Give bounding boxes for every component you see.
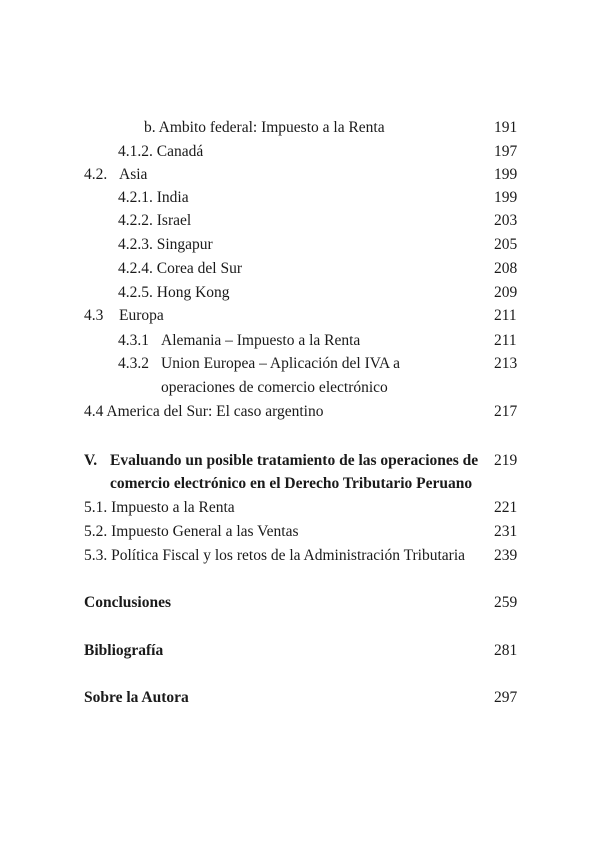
toc-entry xyxy=(0,330,600,352)
toc-entry-page: 219 xyxy=(494,452,518,469)
toc-entry xyxy=(0,305,600,327)
toc-entry-title: 4.2.3. Singapur xyxy=(118,236,213,253)
toc-entry xyxy=(0,258,600,280)
toc-entry-page: 231 xyxy=(494,523,518,540)
toc-section-sobre-la-autora xyxy=(0,687,600,709)
toc-chapter-number: V. xyxy=(84,452,98,469)
toc-entry-title: 4.2.4. Corea del Sur xyxy=(118,260,242,277)
toc-entry-page: 205 xyxy=(494,236,518,253)
toc-entry-page: 199 xyxy=(494,166,518,183)
toc-entry-title: 5.2. Impuesto General a las Ventas xyxy=(84,523,299,540)
toc-entry-page: 211 xyxy=(494,307,517,324)
toc-entry xyxy=(0,234,600,256)
toc-entry xyxy=(0,210,600,232)
toc-entry-title: 4.2.5. Hong Kong xyxy=(118,284,230,301)
toc-entry-title: 4.4 America del Sur: El caso argentino xyxy=(84,403,324,420)
toc-entry xyxy=(0,521,600,543)
toc-entry-title: 5.1. Impuesto a la Renta xyxy=(84,499,235,516)
toc-entry-number: 4.3.2 xyxy=(118,355,149,372)
toc-entry-page: 211 xyxy=(494,332,517,349)
toc-entry-title: Asia xyxy=(119,166,148,183)
toc-entry-title: Conclusiones xyxy=(84,594,171,611)
toc-entry-title: b. Ambito federal: Impuesto a la Renta xyxy=(144,119,385,136)
toc-chapter xyxy=(0,450,600,472)
toc-entry xyxy=(0,545,600,567)
toc-entry-page: 208 xyxy=(494,260,518,277)
toc-entry-page: 197 xyxy=(494,143,518,160)
toc-entry xyxy=(0,401,600,423)
toc-entry-title: operaciones de comercio electrónico xyxy=(161,379,388,396)
toc-entry-page: 259 xyxy=(494,594,518,611)
toc-entry xyxy=(0,353,600,375)
toc-entry-title: 4.2.2. Israel xyxy=(118,212,192,229)
toc-entry-page: 213 xyxy=(494,355,518,372)
toc-entry xyxy=(0,141,600,163)
toc-entry xyxy=(0,282,600,304)
toc-entry-page: 209 xyxy=(494,284,518,301)
toc-entry-page: 203 xyxy=(494,212,518,229)
toc-entry-number: 4.2. xyxy=(84,166,108,183)
toc-entry-page: 281 xyxy=(494,642,518,659)
toc-entry-page: 191 xyxy=(494,119,518,136)
toc-chapter-title: comercio electrónico en el Derecho Tributario Peruano xyxy=(110,475,473,492)
toc-entry-title: 4.1.2. Canadá xyxy=(118,143,204,160)
toc-entry xyxy=(0,164,600,186)
toc-entry-title: 4.2.1. India xyxy=(118,189,189,206)
toc-entry-title: Alemania – Impuesto a la Renta xyxy=(161,332,361,349)
toc-entry-number: 4.3.1 xyxy=(118,332,149,349)
toc-entry xyxy=(0,497,600,519)
toc-entry xyxy=(0,117,600,139)
toc-entry xyxy=(0,187,600,209)
toc-chapter-title: Evaluando un posible tratamiento de las operaciones de xyxy=(110,452,479,469)
toc-entry-title: Union Europea – Aplicación del IVA a xyxy=(161,355,401,372)
toc-section-conclusiones xyxy=(0,592,600,614)
toc-entry-page: 297 xyxy=(494,689,518,706)
toc-entry-continuation xyxy=(0,377,600,399)
toc-entry-title: Sobre la Autora xyxy=(84,689,189,706)
toc-entry-page: 221 xyxy=(494,499,518,516)
toc-entry-number: 4.3 xyxy=(84,307,104,324)
toc-entry-page: 217 xyxy=(494,403,518,420)
toc-entry-title: Bibliografía xyxy=(84,642,164,659)
toc-entry-title: 5.3. Política Fiscal y los retos de la Administración Tributaria xyxy=(84,547,466,564)
toc-entry-title: Europa xyxy=(119,307,164,324)
toc-entry-page: 239 xyxy=(494,547,518,564)
toc-entry-page: 199 xyxy=(494,189,518,206)
toc-section-bibliografia xyxy=(0,640,600,662)
toc-chapter-continuation xyxy=(0,473,600,495)
